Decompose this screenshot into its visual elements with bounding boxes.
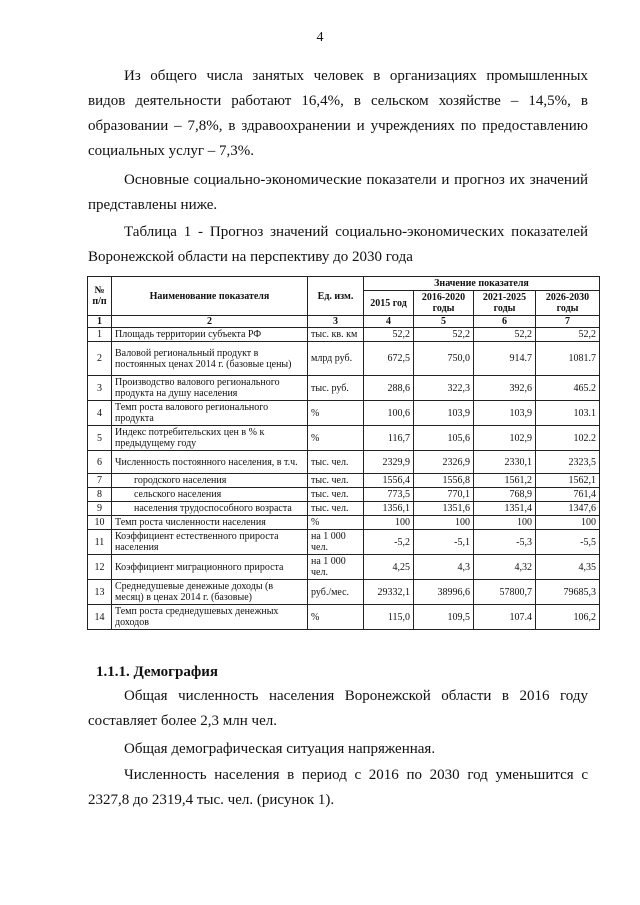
value-cell: -5,5 bbox=[536, 530, 600, 555]
value-cell: 103.1 bbox=[536, 401, 600, 426]
value-cell: 773,5 bbox=[364, 488, 414, 502]
indicator-name: Валовой региональный продукт в постоянных ценах 2014 г. (базовые цены) bbox=[112, 342, 308, 376]
value-cell: 107.4 bbox=[474, 605, 536, 630]
paragraph-line: составляет более 2,3 млн чел. bbox=[88, 713, 277, 729]
table-row bbox=[88, 605, 600, 630]
value-cell: 52,2 bbox=[414, 328, 474, 342]
value-cell: 770,1 bbox=[414, 488, 474, 502]
table-row bbox=[88, 555, 600, 580]
column-number: 5 bbox=[414, 316, 474, 328]
value-cell: 2329,9 bbox=[364, 451, 414, 474]
header-period-2016-2020: 2016-2020 годы bbox=[414, 291, 474, 316]
value-cell: 4,35 bbox=[536, 555, 600, 580]
value-cell: 322,3 bbox=[414, 376, 474, 401]
paragraph-employment bbox=[88, 64, 588, 164]
value-cell: 29332,1 bbox=[364, 580, 414, 605]
paragraph-line: видов деятельности работают 16,4%, в сельском хозяйстве – 14,5%, в bbox=[88, 93, 588, 109]
value-cell: 116,7 bbox=[364, 426, 414, 451]
header-values-group: Значение показателя bbox=[364, 277, 600, 291]
value-cell: -5,2 bbox=[364, 530, 414, 555]
caption-line: Воронежской области на перспективу до 2030 года bbox=[88, 249, 413, 265]
value-cell: 288,6 bbox=[364, 376, 414, 401]
paragraph-line: Общая демографическая ситуация напряженная. bbox=[124, 741, 436, 757]
value-cell: 1351,4 bbox=[474, 502, 536, 516]
unit-cell: тыс. кв. км bbox=[308, 328, 364, 342]
unit-cell: руб./мес. bbox=[308, 580, 364, 605]
unit-cell: % bbox=[308, 426, 364, 451]
indicator-name: Темп роста валового регионального продукта bbox=[112, 401, 308, 426]
unit-cell: на 1 000 чел. bbox=[308, 530, 364, 555]
table-row bbox=[88, 516, 600, 530]
row-number: 1 bbox=[88, 328, 112, 342]
row-number: 6 bbox=[88, 451, 112, 474]
value-cell: -5,1 bbox=[414, 530, 474, 555]
table-row bbox=[88, 328, 600, 342]
value-cell: 79685,3 bbox=[536, 580, 600, 605]
table-row bbox=[88, 376, 600, 401]
row-number: 3 bbox=[88, 376, 112, 401]
value-cell: 768,9 bbox=[474, 488, 536, 502]
value-cell: 100 bbox=[414, 516, 474, 530]
header-period-2026-2030: 2026-2030 годы bbox=[536, 291, 600, 316]
unit-cell: тыс. чел. bbox=[308, 502, 364, 516]
paragraph-population bbox=[88, 684, 588, 734]
paragraph-population-forecast bbox=[88, 763, 588, 813]
indicator-name: Темп роста численности населения bbox=[112, 516, 308, 530]
value-cell: 102.2 bbox=[536, 426, 600, 451]
paragraph-line: образовании – 7,8%, в здравоохранении и учреждениях по предоставлению bbox=[88, 118, 588, 134]
table-row bbox=[88, 451, 600, 474]
table-row bbox=[88, 474, 600, 488]
row-number: 9 bbox=[88, 502, 112, 516]
column-number: 1 bbox=[88, 316, 112, 328]
indicator-name: Темп роста среднедушевых денежных доходов bbox=[112, 605, 308, 630]
paragraph-line: Общая численность населения Воронежской области в 2016 году bbox=[124, 688, 588, 704]
value-cell: 57800,7 bbox=[474, 580, 536, 605]
value-cell: 4,3 bbox=[414, 555, 474, 580]
value-cell: 1081.7 bbox=[536, 342, 600, 376]
value-cell: 1561,2 bbox=[474, 474, 536, 488]
value-cell: 761,4 bbox=[536, 488, 600, 502]
unit-cell: тыс. чел. bbox=[308, 488, 364, 502]
indicator-name: сельского населения bbox=[112, 488, 308, 502]
unit-cell: % bbox=[308, 605, 364, 630]
value-cell: 100 bbox=[536, 516, 600, 530]
value-cell: 100,6 bbox=[364, 401, 414, 426]
row-number: 8 bbox=[88, 488, 112, 502]
value-cell: 914.7 bbox=[474, 342, 536, 376]
unit-cell: млрд руб. bbox=[308, 342, 364, 376]
unit-cell: на 1 000 чел. bbox=[308, 555, 364, 580]
value-cell: 52,2 bbox=[536, 328, 600, 342]
value-cell: 392,6 bbox=[474, 376, 536, 401]
value-cell: 52,2 bbox=[364, 328, 414, 342]
paragraph-line: Основные социально-экономические показатели и прогноз их значений bbox=[124, 172, 588, 188]
forecast-table bbox=[87, 276, 600, 630]
indicator-name: Площадь территории субъекта РФ bbox=[112, 328, 308, 342]
section-heading: 1.1.1. Демография bbox=[96, 664, 218, 680]
unit-cell: % bbox=[308, 516, 364, 530]
value-cell: 1356,1 bbox=[364, 502, 414, 516]
value-cell: 2323,5 bbox=[536, 451, 600, 474]
row-number: 2 bbox=[88, 342, 112, 376]
indicator-name: городского населения bbox=[112, 474, 308, 488]
value-cell: 109,5 bbox=[414, 605, 474, 630]
indicator-name: Численность постоянного населения, в т.ч. bbox=[112, 451, 308, 474]
paragraph-demography bbox=[88, 737, 588, 762]
value-cell: 465.2 bbox=[536, 376, 600, 401]
value-cell: 750,0 bbox=[414, 342, 474, 376]
header-period-2015: 2015 год bbox=[364, 291, 414, 316]
table-caption bbox=[88, 220, 588, 270]
header-name: Наименование показателя bbox=[112, 277, 308, 316]
forecast-table-wrapper bbox=[87, 276, 599, 630]
value-cell: 38996,6 bbox=[414, 580, 474, 605]
column-number: 2 bbox=[112, 316, 308, 328]
value-cell: -5,3 bbox=[474, 530, 536, 555]
value-cell: 2330,1 bbox=[474, 451, 536, 474]
value-cell: 4,32 bbox=[474, 555, 536, 580]
column-number: 3 bbox=[308, 316, 364, 328]
indicator-name: Производство валового регионального продукта на душу населения bbox=[112, 376, 308, 401]
value-cell: 100 bbox=[474, 516, 536, 530]
paragraph-indicators-intro bbox=[88, 168, 588, 218]
indicator-name: населения трудоспособного возраста bbox=[112, 502, 308, 516]
paragraph-line: Численность населения в период с 2016 по 2030 год уменьшится с bbox=[124, 767, 588, 783]
indicator-name: Среднедушевые денежные доходы (в месяц) в ценах 2014 г. (базовые) bbox=[112, 580, 308, 605]
row-number: 4 bbox=[88, 401, 112, 426]
paragraph-line: Из общего числа занятых человек в организациях промышленных bbox=[124, 68, 588, 84]
unit-cell: тыс. чел. bbox=[308, 474, 364, 488]
value-cell: 103,9 bbox=[414, 401, 474, 426]
table-row bbox=[88, 580, 600, 605]
page-number: 4 bbox=[316, 30, 324, 45]
indicator-name: Индекс потребительских цен в % к предыдущему году bbox=[112, 426, 308, 451]
row-number: 7 bbox=[88, 474, 112, 488]
unit-cell: тыс. чел. bbox=[308, 451, 364, 474]
value-cell: 672,5 bbox=[364, 342, 414, 376]
paragraph-line: социальных услуг – 7,3%. bbox=[88, 143, 254, 159]
value-cell: 52,2 bbox=[474, 328, 536, 342]
row-number: 5 bbox=[88, 426, 112, 451]
indicator-name: Коэффициент миграционного прироста bbox=[112, 555, 308, 580]
table-row bbox=[88, 401, 600, 426]
table-row bbox=[88, 426, 600, 451]
unit-cell: % bbox=[308, 401, 364, 426]
column-number: 7 bbox=[536, 316, 600, 328]
value-cell: 1562,1 bbox=[536, 474, 600, 488]
caption-line: Таблица 1 - Прогноз значений социально-экономических показателей bbox=[124, 224, 588, 240]
value-cell: 103,9 bbox=[474, 401, 536, 426]
row-number: 14 bbox=[88, 605, 112, 630]
column-number: 6 bbox=[474, 316, 536, 328]
row-number: 10 bbox=[88, 516, 112, 530]
value-cell: 1556,8 bbox=[414, 474, 474, 488]
table-row bbox=[88, 342, 600, 376]
row-number: 11 bbox=[88, 530, 112, 555]
column-number-row bbox=[88, 316, 600, 328]
value-cell: 4,25 bbox=[364, 555, 414, 580]
header-num: № п/п bbox=[88, 277, 112, 316]
value-cell: 115,0 bbox=[364, 605, 414, 630]
value-cell: 100 bbox=[364, 516, 414, 530]
table-row bbox=[88, 530, 600, 555]
row-number: 13 bbox=[88, 580, 112, 605]
table-row bbox=[88, 502, 600, 516]
header-unit: Ед. изм. bbox=[308, 277, 364, 316]
value-cell: 1347,6 bbox=[536, 502, 600, 516]
unit-cell: тыс. руб. bbox=[308, 376, 364, 401]
paragraph-line: представлены ниже. bbox=[88, 197, 218, 213]
row-number: 12 bbox=[88, 555, 112, 580]
value-cell: 106,2 bbox=[536, 605, 600, 630]
column-number: 4 bbox=[364, 316, 414, 328]
value-cell: 105,6 bbox=[414, 426, 474, 451]
indicator-name: Коэффициент естественного прироста населения bbox=[112, 530, 308, 555]
value-cell: 102,9 bbox=[474, 426, 536, 451]
paragraph-line: 2327,8 до 2319,4 тыс. чел. (рисунок 1). bbox=[88, 792, 335, 808]
value-cell: 1556,4 bbox=[364, 474, 414, 488]
header-period-2021-2025: 2021-2025 годы bbox=[474, 291, 536, 316]
table-row bbox=[88, 488, 600, 502]
value-cell: 2326,9 bbox=[414, 451, 474, 474]
table-body bbox=[88, 328, 600, 630]
value-cell: 1351,6 bbox=[414, 502, 474, 516]
